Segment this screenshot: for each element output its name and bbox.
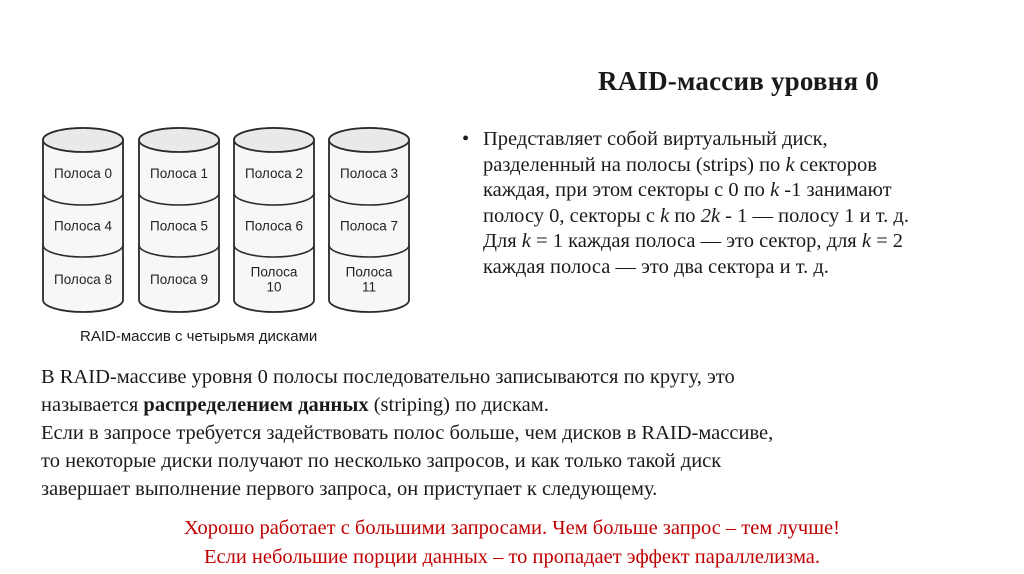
variable-k: k (660, 204, 670, 227)
strip-label: Полоса (250, 264, 298, 280)
paragraph-line: называется распределением данных (striping) по дискам. (41, 394, 549, 416)
paragraph-line: В RAID-массиве уровня 0 полосы последовательно записываются по кругу, это (41, 366, 735, 388)
strip-label: Полоса 4 (54, 218, 112, 234)
variable-k: k (785, 153, 795, 176)
strip-label: Полоса 3 (340, 166, 398, 181)
highlight-line: Хорошо работает с большими запросами. Чем больше запрос – тем лучше! (184, 517, 840, 539)
bullet-lines (458, 127, 1023, 281)
paragraph-line: завершает выполнение первого запроса, он приступает к следующему. (41, 478, 658, 500)
strip-label: Полоса 7 (340, 218, 398, 234)
bullet-line: каждая полоса — это два сектора и т. д. (483, 255, 829, 278)
emphasized-term: распределением данных (143, 394, 369, 416)
bullet-line: полосу 0, секторы с k по 2k - 1 — полосу 1 и т. д. (483, 204, 909, 227)
bullet-line: разделенный на полосы (strips) по k секторов (483, 153, 877, 176)
bullet-line: каждая, при этом секторы с 0 по k -1 занимают (483, 179, 892, 202)
strip-label: Полоса 1 (150, 166, 208, 181)
disk-2 (234, 128, 314, 312)
variable-k: k (521, 230, 531, 253)
paragraph-line: то некоторые диски получают по несколько запросов, и как только такой диск (41, 450, 722, 472)
raid-diagram (33, 118, 433, 323)
slide-title: RAID-массив уровня 0 (598, 66, 879, 96)
disk-top (234, 128, 314, 152)
bullet-line: Для k = 1 каждая полоса — это сектор, для k = 2 (483, 230, 904, 253)
strip-label: Полоса 9 (150, 272, 208, 287)
highlight-line: Если небольшие порции данных – то пропадает эффект параллелизма. (203, 546, 821, 568)
disk-top (43, 128, 123, 152)
strip-label: Полоса 6 (245, 218, 303, 234)
variable-k: k (861, 230, 871, 253)
disk-top (329, 128, 409, 152)
disk-3 (329, 128, 409, 312)
strip-label: Полоса 0 (54, 166, 112, 181)
strip-label: Полоса 2 (245, 166, 303, 181)
variable-k: k (770, 179, 780, 202)
paragraph-line: Если в запросе требуется задействовать полос больше, чем дисков в RAID-массиве, (41, 422, 774, 444)
bullet-marker: • (462, 128, 470, 150)
strip-label: Полоса (345, 264, 393, 280)
disk-0 (43, 128, 123, 312)
bullet-line: Представляет собой виртуальный диск, (483, 128, 828, 150)
strip-label: Полоса 5 (150, 218, 208, 234)
disk-1 (139, 128, 219, 312)
raid-diagram-svg (33, 118, 433, 323)
diagram-caption: RAID-массив с четырьмя дисками (80, 328, 318, 345)
bullet-paragraph (458, 127, 1023, 281)
strip-label: 11 (361, 279, 377, 295)
strip-label: 10 (266, 279, 282, 295)
strip-label: Полоса 8 (54, 272, 112, 287)
disk-top (139, 128, 219, 152)
striping-paragraph (41, 363, 1001, 503)
highlight-block (0, 514, 1024, 572)
variable-k: 2k (700, 204, 721, 227)
